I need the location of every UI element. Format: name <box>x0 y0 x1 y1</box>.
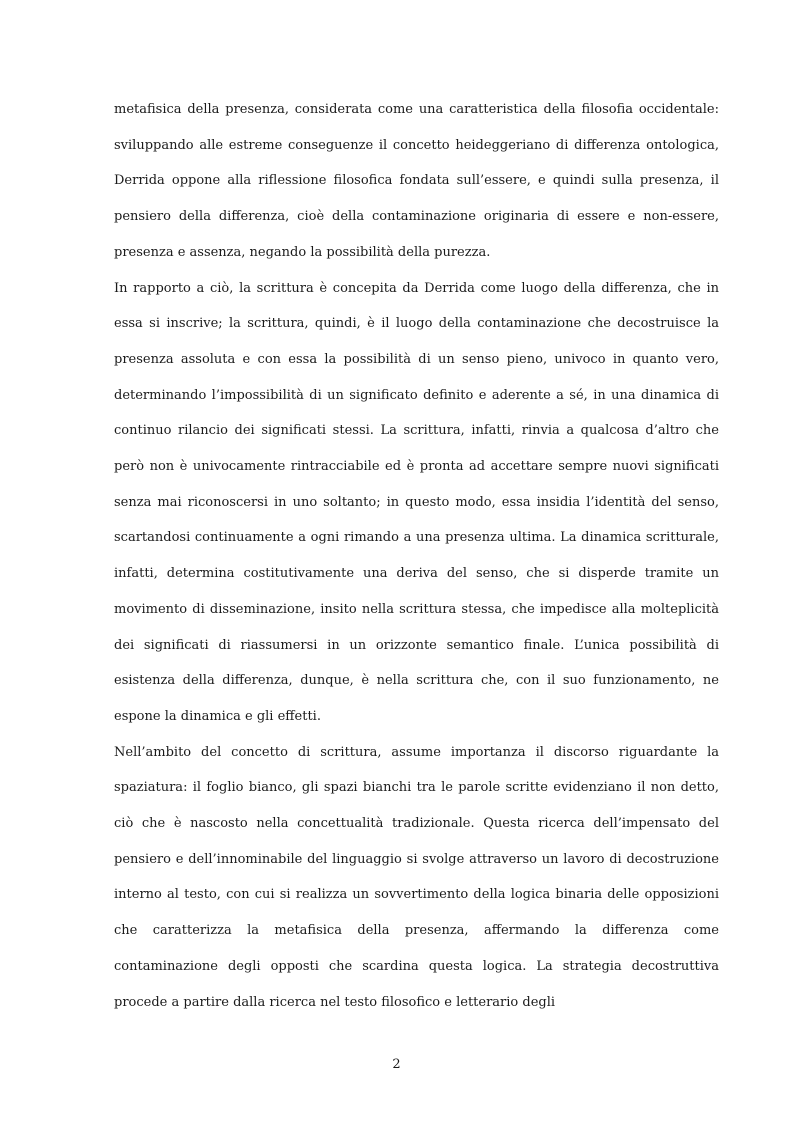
body-text <box>114 92 719 1020</box>
paragraph-2: In rapporto a ciò, la scrittura è concepita da Derrida come luogo della differenza, che in essa si inscrive; la scrittura, quindi, è il luogo della contaminazione che decostruisce la presenza assoluta e con essa la possibilità di un senso pieno, univoco in quanto vero, determinando l’impossibilità di un significato definito e aderente a sé, in una dinamica di continuo rilancio dei significati stessi. La scrittura, infatti, rinvia a qualcosa d’altro che però non è univocamente rintracciabile ed è pronta ad accettare sempre nuovi significati senza mai riconoscersi in uno soltanto; in questo modo, essa insidia l’identità del senso, scartandosi continuamente a ogni rimando a una presenza ultima. La dinamica scritturale, infatti, determina costitutivamente una deriva del senso, che si disperde tramite un movimento di disseminazione, insito nella scrittura stessa, che impedisce alla molteplicità dei significati di riassumersi in un orizzonte semantico finale. L’unica possibilità di esistenza della differenza, dunque, è nella scrittura che, con il suo funzionamento, ne espone la dinamica e gli effetti. <box>114 280 719 724</box>
paragraph-3: Nell’ambito del concetto di scrittura, assume importanza il discorso riguardante la spaziatura: il foglio bianco, gli spazi bianchi tra le parole scritte evidenziano il non detto, ciò che è nascosto nella concettualità tradizionale. Questa ricerca dell’impensato del pensiero e dell’innominabile del linguaggio si svolge attraverso un lavoro di decostruzione interno al testo, con cui si realizza un sovvertimento della logica binaria delle opposizioni che caratterizza la metafisica della presenza, affermando la differenza come contaminazione degli opposti che scardina questa logica. La strategia decostruttiva procede a partire dalla ricerca nel testo filosofico e letterario degli <box>114 744 719 1010</box>
page-number: 2 <box>392 1057 401 1072</box>
paragraph-1: metafisica della presenza, considerata come una caratteristica della filosofia occidentale: sviluppando alle estreme conseguenze il concetto heideggeriano di differenza ontologica, Derrida oppone alla riflessione filosofica fondata sull’essere, e quindi sulla presenza, il pensiero della differenza, cioè della contaminazione originaria di essere e non-essere, presenza e assenza, negando la possibilità della purezza. <box>114 102 719 260</box>
